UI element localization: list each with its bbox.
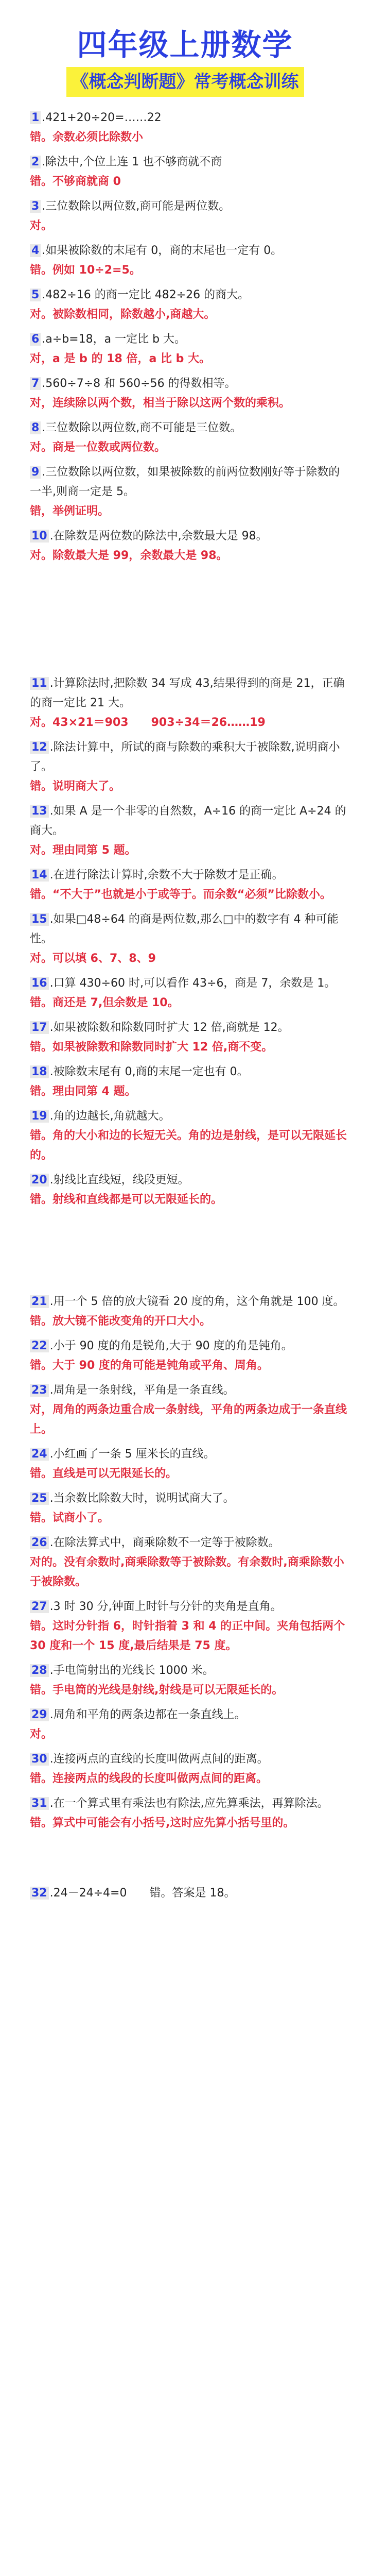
answer-text: 对。理由同第 5 题。 <box>30 844 136 857</box>
question-number: 27 <box>30 1600 49 1613</box>
answer-text: 错。射线和直线都是可以无限延长的。 <box>30 1193 223 1206</box>
subtitle: 《概念判断题》常考概念训练 <box>66 67 304 97</box>
question-text <box>30 1884 349 1903</box>
question-body: .周角和平角的两条边都在一条直线上。 <box>49 1708 246 1721</box>
question-item-11 <box>30 674 349 733</box>
section-spacer <box>30 571 349 674</box>
answer-text: 对的。没有余数时,商乘除数等于被除数。有余数时,商乘除数小于被除数。 <box>30 1556 344 1588</box>
question-item-13 <box>30 802 349 860</box>
question-body: .421+20÷20=……22 <box>42 111 162 124</box>
question-number: 24 <box>30 1448 49 1461</box>
question-item-26 <box>30 1533 349 1592</box>
answer-text: 错。放大镜不能改变角的开口大小。 <box>30 1315 212 1328</box>
answer-text: 错。商还是 7,但余数是 10。 <box>30 996 179 1009</box>
question-body: .如果被除数和除数同时扩大 12 倍,商就是 12。 <box>49 1021 289 1034</box>
question-item-2 <box>30 152 349 192</box>
question-body: .在一个算式里有乘法也有除法,应先算乘法，再算除法。 <box>49 1797 329 1810</box>
answer-text: 错。余数必须比除数小 <box>30 131 144 144</box>
question-number: 12 <box>30 741 49 754</box>
question-number: 16 <box>30 977 49 990</box>
question-text <box>30 1445 349 1464</box>
question-body: .用一个 5 倍的放大镜看 20 度的角，这个角就是 100 度。 <box>49 1295 345 1308</box>
question-text <box>30 910 349 949</box>
question-text <box>30 1107 349 1126</box>
question-number: 25 <box>30 1492 49 1505</box>
question-text <box>30 374 349 394</box>
question-body: .连接两点的直线的长度叫做两点间的距离。 <box>49 1753 269 1766</box>
answer-text: 错。角的大小和边的长短无关。角的边是射线，是可以无限延长的。 <box>30 1129 347 1162</box>
question-item-5 <box>30 285 349 325</box>
question-text <box>30 1381 349 1400</box>
answer-text: 错。连接两点的线段的长度叫做两点间的距离。 <box>30 1772 268 1785</box>
question-text <box>30 974 349 993</box>
question-text <box>30 108 349 128</box>
question-item-25 <box>30 1489 349 1528</box>
question-item-9 <box>30 463 349 521</box>
question-text <box>30 1336 349 1356</box>
question-body: .560÷7÷8 和 560÷56 的得数相等。 <box>42 377 236 390</box>
question-text <box>30 1533 349 1553</box>
question-number: 3 <box>30 200 41 213</box>
question-text <box>30 1705 349 1725</box>
question-number: 31 <box>30 1797 49 1810</box>
question-body: .三位数除以两位数,商可能是两位数。 <box>42 200 231 213</box>
answer-text: 错。理由同第 4 题。 <box>30 1085 136 1098</box>
question-body: .a÷b=18，a 一定比 b 大。 <box>42 333 186 346</box>
question-text <box>30 802 349 841</box>
question-body: .在除数是两位数的除法中,余数最大是 98。 <box>49 530 268 543</box>
question-body: .手电筒射出的光线长 1000 米。 <box>49 1664 214 1677</box>
question-item-3 <box>30 197 349 236</box>
question-text <box>30 330 349 349</box>
question-text <box>30 1489 349 1509</box>
question-number: 14 <box>30 869 49 882</box>
answer-text: 错。直线是可以无限延长的。 <box>30 1467 178 1480</box>
question-number: 5 <box>30 289 41 301</box>
question-item-24 <box>30 1445 349 1484</box>
question-text <box>30 152 349 172</box>
question-number: 2 <box>30 156 41 168</box>
question-number: 20 <box>30 1174 49 1187</box>
question-text <box>30 418 349 438</box>
question-body: .当余数比除数大时，说明试商大了。 <box>49 1492 235 1505</box>
question-item-28 <box>30 1661 349 1700</box>
answer-text: 对。被除数相同，除数越小,商越大。 <box>30 308 216 321</box>
question-item-6 <box>30 330 349 369</box>
answer-text: 错。不够商就商 0 <box>30 175 121 188</box>
question-item-4 <box>30 241 349 280</box>
question-number: 19 <box>30 1110 49 1123</box>
question-item-18 <box>30 1062 349 1101</box>
question-text <box>30 527 349 546</box>
question-body: .如果被除数的末尾有 0，商的末尾也一定有 0。 <box>42 244 283 257</box>
question-item-21 <box>30 1292 349 1331</box>
answer-text: 错。大于 90 度的角可能是钝角或平角、周角。 <box>30 1359 269 1372</box>
question-item-19 <box>30 1107 349 1165</box>
question-body: .周角是一条射线，平角是一条直线。 <box>49 1384 235 1397</box>
question-number: 29 <box>30 1708 49 1721</box>
question-body: .在进行除法计算时,余数不大于除数才是正确。 <box>49 869 284 882</box>
question-number: 9 <box>30 466 41 479</box>
question-body: .3 时 30 分,钟面上时针与分针的夹角是直角。 <box>49 1600 282 1613</box>
question-number: 18 <box>30 1065 49 1078</box>
section-spacer <box>30 1838 349 1884</box>
question-item-20 <box>30 1171 349 1210</box>
answer-text: 错。例如 10÷2=5。 <box>30 264 141 277</box>
question-text <box>30 1062 349 1082</box>
question-text <box>30 463 349 502</box>
question-item-14 <box>30 866 349 905</box>
question-text <box>30 1597 349 1617</box>
question-item-32 <box>30 1884 349 1903</box>
question-number: 15 <box>30 913 49 926</box>
question-body: .如果 A 是一个非零的自然数，A÷16 的商一定比 A÷24 的商大。 <box>30 805 346 837</box>
answer-text: 对。除数最大是 99，余数最大是 98。 <box>30 549 228 562</box>
answer-text: 对。 <box>30 1728 53 1741</box>
question-number: 32 <box>30 1887 49 1900</box>
question-list <box>30 108 349 1903</box>
answer-text: 对。43×21＝903 903÷34＝26……19 <box>30 716 266 729</box>
question-body: .除法中,个位上连 1 也不够商就不商 <box>42 156 222 168</box>
question-item-29 <box>30 1705 349 1744</box>
question-number: 13 <box>30 805 49 818</box>
question-item-31 <box>30 1794 349 1833</box>
question-item-22 <box>30 1336 349 1376</box>
question-body: .三位数除以两位数,商不可能是三位数。 <box>42 421 242 434</box>
answer-text: 错。“不大于”也就是小于或等于。而余数“必须”比除数小。 <box>30 888 331 901</box>
question-item-7 <box>30 374 349 413</box>
question-number: 4 <box>30 244 41 257</box>
section-spacer <box>30 1215 349 1292</box>
answer-text: 错。手电筒的光线是射线,射线是可以无限延长的。 <box>30 1684 284 1697</box>
question-text <box>30 285 349 305</box>
question-item-1 <box>30 108 349 147</box>
question-text <box>30 1292 349 1312</box>
question-number: 30 <box>30 1753 49 1766</box>
answer-text: 错。如果被除数和除数同时扩大 12 倍,商不变。 <box>30 1041 273 1054</box>
subtitle-banner <box>0 67 370 97</box>
question-text <box>30 738 349 777</box>
question-text <box>30 1794 349 1814</box>
question-item-17 <box>30 1018 349 1057</box>
question-number: 1 <box>30 111 41 124</box>
question-number: 26 <box>30 1536 49 1549</box>
page-title: 四年级上册数学 <box>77 27 293 62</box>
answer-text: 对。商是一位数或两位数。 <box>30 441 166 454</box>
answer-text: 对，a 是 b 的 18 倍，a 比 b 大。 <box>30 352 211 365</box>
question-body: .小红画了一条 5 厘米长的直线。 <box>49 1448 215 1461</box>
question-body: .除法计算中，所试的商与除数的乘积大于被除数,说明商小了。 <box>30 741 340 773</box>
question-item-27 <box>30 1597 349 1656</box>
question-item-16 <box>30 974 349 1013</box>
answer-text: 对。 <box>30 219 53 232</box>
question-number: 17 <box>30 1021 49 1034</box>
answer-text: 错。这时分针指 6，时针指着 3 和 4 的正中间。夹角包括两个 30 度和一个 15 度,最后结果是 75 度。 <box>30 1620 345 1652</box>
question-body: .如果□48÷64 的商是两位数,那么□中的数字有 4 种可能性。 <box>30 913 339 945</box>
answer-text: 错，举例证明。 <box>30 505 110 518</box>
answer-text: 错。试商小了。 <box>30 1512 110 1524</box>
answer-text: 对。可以填 6、7、8、9 <box>30 952 156 965</box>
answer-text: 对，周角的两条边重合成一条射线，平角的两条边成于一条直线上。 <box>30 1403 347 1436</box>
question-item-30 <box>30 1750 349 1789</box>
question-text <box>30 1661 349 1681</box>
answer-text: 对，连续除以两个数，相当于除以这两个数的乘积。 <box>30 397 291 410</box>
question-body: .482÷16 的商一定比 482÷26 的商大。 <box>42 289 250 301</box>
question-body: .被除数末尾有 0,商的末尾一定也有 0。 <box>49 1065 249 1078</box>
question-body: .射线比直线短，线段更短。 <box>49 1174 189 1187</box>
question-body: .小于 90 度的角是锐角,大于 90 度的角是钝角。 <box>49 1340 293 1352</box>
question-body: .在除法算式中，商乘除数不一定等于被除数。 <box>49 1536 280 1549</box>
question-text <box>30 1171 349 1190</box>
question-text <box>30 241 349 261</box>
question-item-12 <box>30 738 349 796</box>
question-number: 22 <box>30 1340 49 1352</box>
question-body: .计算除法时,把除数 34 写成 43,结果得到的商是 21，正确的商一定比 21 大。 <box>30 677 345 709</box>
question-number: 8 <box>30 421 41 434</box>
question-number: 23 <box>30 1384 49 1397</box>
question-number: 21 <box>30 1295 49 1308</box>
question-item-10 <box>30 527 349 566</box>
question-text <box>30 866 349 885</box>
question-number: 7 <box>30 377 41 390</box>
question-text <box>30 1750 349 1769</box>
question-number: 6 <box>30 333 41 346</box>
question-item-8 <box>30 418 349 457</box>
answer-text: 错。算式中可能会有小括号,这时应先算小括号里的。 <box>30 1817 295 1829</box>
question-text <box>30 1018 349 1038</box>
question-body: .角的边越长,角就越大。 <box>49 1110 170 1123</box>
question-item-15 <box>30 910 349 969</box>
question-number: 28 <box>30 1664 49 1677</box>
answer-text: 错。说明商大了。 <box>30 780 121 793</box>
question-text <box>30 197 349 216</box>
question-item-23 <box>30 1381 349 1439</box>
question-body: .24－24÷4=0 错。答案是 18。 <box>49 1887 236 1900</box>
question-number: 10 <box>30 530 49 543</box>
question-text <box>30 674 349 713</box>
question-body: .口算 430÷60 时,可以看作 43÷6，商是 7，余数是 1。 <box>49 977 336 990</box>
question-number: 11 <box>30 677 49 690</box>
question-body: .三位数除以两位数，如果被除数的前两位数刚好等于除数的一半,则商一定是 5。 <box>30 466 340 498</box>
